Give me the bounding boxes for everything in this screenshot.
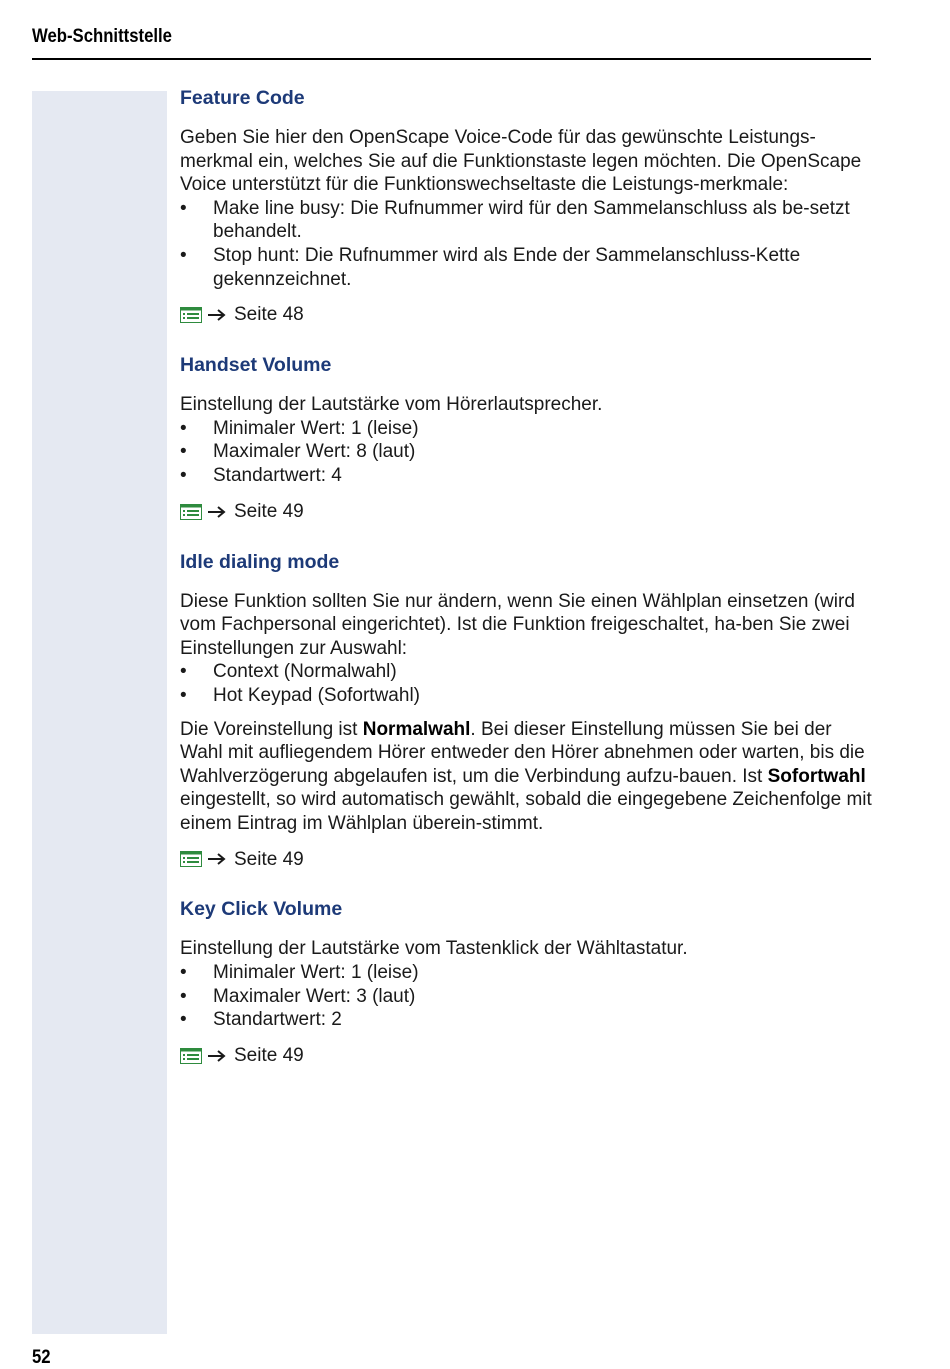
- list-item: [180, 1008, 874, 1032]
- bullet-icon: •: [180, 197, 187, 219]
- arrow-right-icon: [206, 308, 228, 322]
- spacer: [180, 327, 874, 353]
- page-number: 52: [32, 1347, 51, 1368]
- list-item-text: Maximaler Wert: 8 (laut): [213, 441, 416, 463]
- section-feature-code: [180, 86, 874, 327]
- section-intro: Einstellung der Lautstärke vom Hörerlautsprecher.: [180, 394, 603, 416]
- page-reference-text: Seite 49: [234, 500, 304, 522]
- list-item-text: Context (Normalwahl): [213, 661, 397, 683]
- main-content: [180, 86, 874, 1068]
- list-item-text: Standartwert: 2: [213, 1009, 342, 1031]
- menu-list-icon: [180, 851, 202, 867]
- section-intro: Einstellung der Lautstärke vom Tastenklick der Wähltastatur.: [180, 938, 688, 960]
- bullet-list: [180, 961, 874, 1032]
- running-header: Web-Schnittstelle: [32, 26, 172, 47]
- menu-list-icon: [180, 307, 202, 323]
- section-handset-volume: [180, 353, 874, 523]
- arrow-right-icon: [206, 1049, 228, 1063]
- section-heading: Key Click Volume: [180, 898, 343, 921]
- bullet-list: [180, 660, 874, 707]
- page-reference-link[interactable]: [180, 500, 874, 524]
- list-item: [180, 660, 874, 684]
- header-divider: [32, 58, 871, 60]
- bullet-icon: •: [180, 661, 187, 683]
- detail-text: Die Voreinstellung ist: [180, 718, 363, 740]
- page-reference-link[interactable]: [180, 847, 874, 871]
- page-reference-text: Seite 49: [234, 1045, 304, 1067]
- list-item-text: Standartwert: 4: [213, 464, 342, 486]
- section-heading: Handset Volume: [180, 354, 332, 377]
- detail-text: . Bei dieser Einstellung müssen Sie bei der Wahl mit aufliegendem Hörer entweder den Hörer abnehmen oder warten, bis die Wahlverzögerung abgelaufen ist, um die Verbindung aufzu-bauen. Ist: [180, 718, 865, 787]
- section-heading: Idle dialing mode: [180, 550, 340, 573]
- spacer: [180, 871, 874, 897]
- sidebar-margin: [32, 91, 167, 1334]
- menu-list-icon: [180, 504, 202, 520]
- section-intro: Geben Sie hier den OpenScape Voice-Code für das gewünschte Leistungs-merkmal ein, welches Sie auf die Funktionstaste legen möchten. Die OpenScape Voice unterstützt für die Funktionswechseltaste die Leistungs-merkmale:: [180, 127, 862, 196]
- spacer: [180, 524, 874, 550]
- list-item-text: Make line busy: Die Rufnummer wird für den Sammelanschluss als be-setzt behandelt.: [213, 197, 850, 243]
- bullet-icon: •: [180, 417, 187, 439]
- list-item: [180, 417, 874, 441]
- page-reference-link[interactable]: [180, 1044, 874, 1068]
- list-item: [180, 244, 874, 291]
- detail-emphasis: Sofortwahl: [767, 765, 866, 787]
- section-key-click-volume: [180, 897, 874, 1067]
- section-detail: [180, 718, 874, 836]
- list-item-text: Minimaler Wert: 1 (leise): [213, 417, 419, 439]
- list-item-text: Minimaler Wert: 1 (leise): [213, 962, 419, 984]
- section-heading: Feature Code: [180, 87, 305, 109]
- page-reference-text: Seite 48: [234, 304, 304, 326]
- bullet-icon: •: [180, 985, 187, 1007]
- bullet-icon: •: [180, 464, 187, 486]
- bullet-list: [180, 197, 874, 291]
- bullet-icon: •: [180, 962, 187, 984]
- list-item: [180, 440, 874, 464]
- section-intro: Diese Funktion sollten Sie nur ändern, wenn Sie einen Wählplan einsetzen (wird vom Fachpersonal eingerichtet). Ist die Funktion freigeschaltet, ha-ben Sie zwei Einstellungen zur Auswahl:: [180, 590, 855, 659]
- page-reference-text: Seite 49: [234, 848, 304, 870]
- arrow-right-icon: [206, 852, 228, 866]
- bullet-icon: •: [180, 244, 187, 266]
- list-item-text: Maximaler Wert: 3 (laut): [213, 985, 416, 1007]
- detail-text: eingestellt, so wird automatisch gewählt, sobald die eingegebene Zeichenfolge mit einem Eintrag im Wählplan überein-stimmt.: [180, 789, 872, 834]
- spacer: [180, 708, 874, 718]
- list-item: [180, 464, 874, 488]
- detail-emphasis: Normalwahl: [362, 718, 471, 740]
- bullet-list: [180, 417, 874, 488]
- menu-list-icon: [180, 1048, 202, 1064]
- arrow-right-icon: [206, 505, 228, 519]
- list-item-text: Stop hunt: Die Rufnummer wird als Ende der Sammelanschluss-Kette gekennzeichnet.: [213, 244, 801, 290]
- bullet-icon: •: [180, 441, 187, 463]
- bullet-icon: •: [180, 684, 187, 706]
- section-idle-dialing-mode: [180, 550, 874, 872]
- page-reference-link[interactable]: [180, 303, 874, 327]
- list-item: [180, 684, 874, 708]
- bullet-icon: •: [180, 1009, 187, 1031]
- list-item: [180, 197, 874, 244]
- list-item-text: Hot Keypad (Sofortwahl): [213, 684, 420, 706]
- list-item: [180, 961, 874, 985]
- list-item: [180, 985, 874, 1009]
